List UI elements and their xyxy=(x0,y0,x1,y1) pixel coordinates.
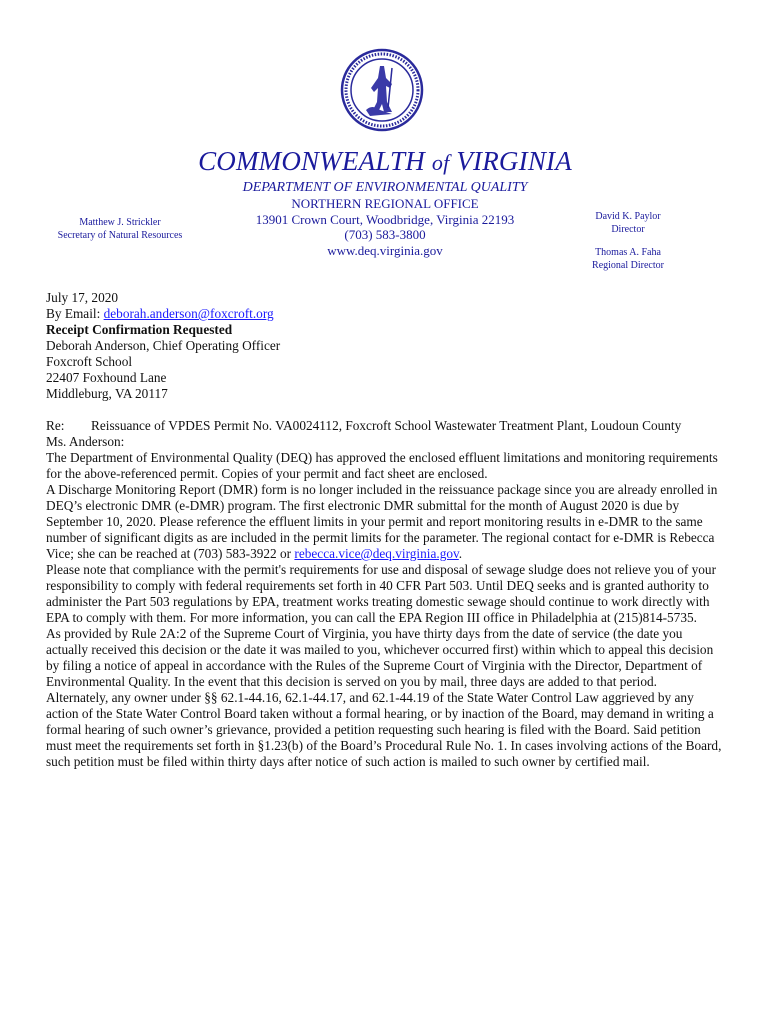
secretary-block xyxy=(50,216,190,242)
letter-date: July 17, 2020 xyxy=(46,290,119,305)
title-virginia: VIRGINIA xyxy=(456,146,572,176)
paragraph: As provided by Rule 2A:2 of the Supreme Court of Virginia, you have thirty days from the date of service (the date you actually received this decision or the date it was mailed to you, whichever occurred first) within which to appeal this decision by filing a notice of appeal in accordance with the Rules of the Supreme Court of Virginia with the Director, Department of Environmental Quality. In the event that this decision is served on you by mail, three days are added to that period. xyxy=(46,626,714,689)
regional-director-name: Thomas A. Faha xyxy=(595,247,661,258)
regional-director-title: Regional Director xyxy=(592,260,664,271)
directors-block xyxy=(578,210,678,272)
recipient-email-link[interactable]: deborah.anderson@foxcroft.org xyxy=(103,306,274,321)
letterhead-title xyxy=(0,146,770,177)
director-title: Director xyxy=(611,224,645,235)
secretary-title: Secretary of Natural Resources xyxy=(57,230,183,241)
subject-line xyxy=(46,418,726,434)
paragraph: Please note that compliance with the permit's requirements for use and disposal of sewage sludge does not relieve you of your responsibility to comply with federal requirements set forth in 40 CFR Part 503. Until DEQ seeks and is granted authority to administer the Part 503 regulations by EPA, treatment works treating domestic sewage should continue to work directly with EPA to comply with them. For more information, you can call the EPA Region III office in Philadelphia at (215)814-5735. xyxy=(46,562,717,625)
virginia-state-seal-icon xyxy=(340,48,424,132)
office-phone: (703) 583-3800 xyxy=(344,227,426,242)
by-email-label: By Email: xyxy=(46,306,101,321)
paragraph: The Department of Environmental Quality (DEQ) has approved the enclosed effluent limitations and monitoring requirements for the above-referenced permit. Copies of your permit and fact sheet are enclosed. xyxy=(46,450,718,481)
letter-body xyxy=(46,290,726,770)
recipient-line: Foxcroft School xyxy=(46,354,133,369)
regional-contact-email-link[interactable]: rebecca.vice@deq.virginia.gov xyxy=(294,546,459,561)
paragraph-text: A Discharge Monitoring Report (DMR) form is no longer included in the reissuance package since you are already enrolled in DEQ’s electronic DMR (e-DMR) program. The first electronic DMR submittal for the month of August 2020 is due by September 10, 2020. Please reference the effluent limits in your permit and report monitoring results in e-DMR to the same number of significant digits as are included in the permit limits for the parameter. The regional contact for e-DMR is Rebecca Vice; she can be reached at (703) 583-3922 or xyxy=(46,482,718,561)
title-of: of xyxy=(431,150,450,175)
receipt-confirmation: Receipt Confirmation Requested xyxy=(46,322,233,337)
subject-text: Reissuance of VPDES Permit No. VA0024112, Foxcroft School Wastewater Treatment Plant, Loudoun County xyxy=(91,418,682,433)
recipient-line: 22407 Foxhound Lane xyxy=(46,370,167,385)
email-line xyxy=(46,306,726,322)
office-website: www.deq.virginia.gov xyxy=(327,242,443,258)
paragraph xyxy=(46,482,726,562)
paragraph: Alternately, any owner under §§ 62.1-44.16, 62.1-44.17, and 62.1-44.19 of the State Water Control Law aggrieved by any action of the State Water Control Board taken without a formal hearing, or by inaction of the Board, may demand in writing a formal hearing of such owner’s grievance, provided a petition requesting such hearing is filed with the Board. Said petition must meet the requirements set forth in §1.23(b) of the Board’s Procedural Rule No. 1. In cases involving actions of the Board, such petition must be filed within thirty days after notice of such action is mailed to such owner by certified mail. xyxy=(46,690,722,769)
office-address: 13901 Crown Court, Woodbridge, Virginia 22193 xyxy=(255,211,515,227)
subject-label: Re: xyxy=(46,418,65,433)
department-name: DEPARTMENT OF ENVIRONMENTAL QUALITY xyxy=(242,180,528,195)
salutation: Ms. Anderson: xyxy=(46,434,125,449)
secretary-name: Matthew J. Strickler xyxy=(79,217,161,228)
title-commonwealth: COMMONWEALTH xyxy=(198,146,425,176)
director-name: David K. Paylor xyxy=(595,211,661,222)
recipient-line: Middleburg, VA 20117 xyxy=(46,386,168,401)
recipient-line: Deborah Anderson, Chief Operating Officer xyxy=(46,338,281,353)
office-name: NORTHERN REGIONAL OFFICE xyxy=(291,196,479,211)
paragraph-end: . xyxy=(458,546,463,561)
